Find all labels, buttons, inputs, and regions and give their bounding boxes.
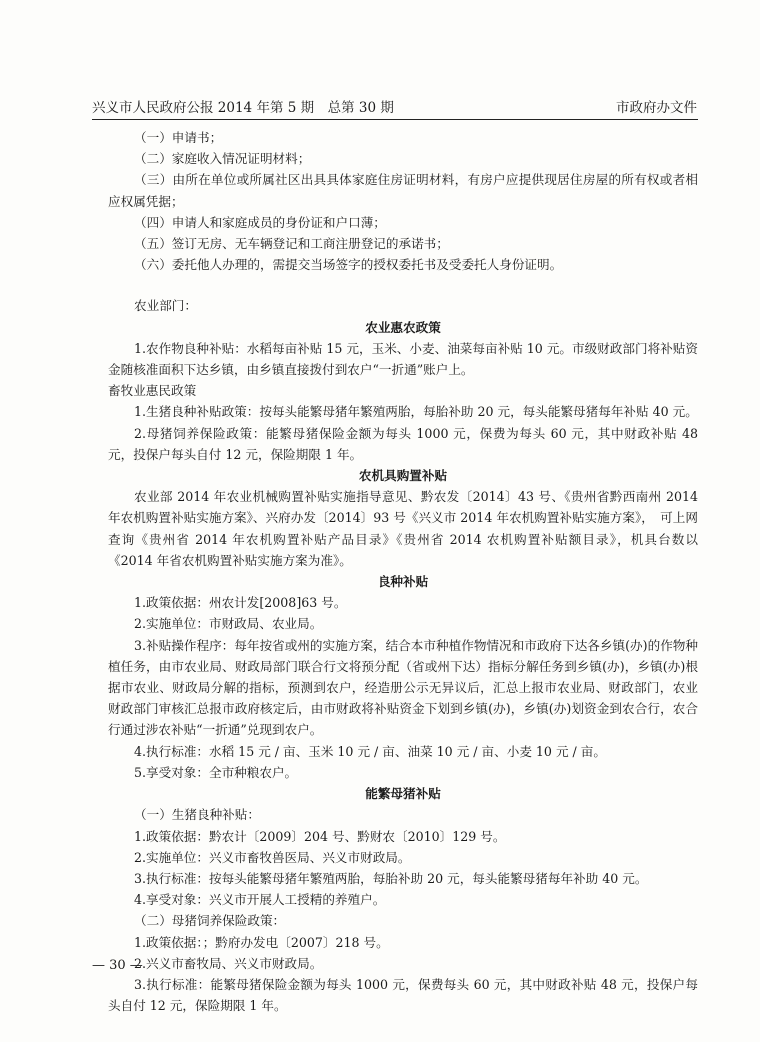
paragraph: 1.生猪良种补贴政策：按每头能繁母猪年繁殖两胎，每胎补助 20 元，每头能繁母猪每年补贴 40 元。 <box>134 404 698 420</box>
paragraph: 农业部 2014 年农业机械购置补贴实施指导意见、黔农发〔2014〕43 号、《贵州省黔西南州 2014 年农机购置补贴实施方案》、兴府办发〔2014〕93 号《兴义市 2014 年农机购置补贴实施方案》， 可上网查询《贵州省 2014 年农机购置补贴产品目录》《贵州省 2014 农机购置补贴额目录》，机具台数以《2014 年省农机购置补贴实施方案为准》。 <box>108 489 698 568</box>
paragraph: 1.农作物良种补贴：水稻每亩补贴 15 元，玉米、小麦、油菜每亩补贴 10 元。市级财政部门将补贴资金随核准面积下达乡镇，由乡镇直接拨付到农户“一折通”账户上。 <box>108 340 698 378</box>
paragraph: 4.执行标准：水稻 15 元 / 亩、玉米 10 元 / 亩、油菜 10 元 / 亩、小麦 10 元 / 亩。 <box>134 743 606 759</box>
paragraph: 3.执行标准：能繁母猪保险金额为每头 1000 元，保费每头 60 元，其中财政补贴 48 元，投保户每头自付 12 元，保险期限 1 年。 <box>108 976 698 1014</box>
paragraph: （二）家庭收入情况证明材料； <box>134 151 311 167</box>
paragraph: 1.政策依据：黔农计〔2009〕204 号、黔财农〔2010〕129 号。 <box>134 828 506 844</box>
paragraph: （一）生猪良种补贴： <box>134 807 260 823</box>
paragraph: 1.政策依据：；黔府办发电〔2007〕218 号。 <box>134 934 389 950</box>
paragraph: （三）由所在单位或所属社区出具具体家庭住房证明材料，有房户应提供现居住房屋的所有权或者相应权属凭据； <box>108 172 698 209</box>
section-heading: 良种补贴 <box>377 574 429 590</box>
paragraph: 2.实施单位：市财政局、农业局。 <box>134 616 323 632</box>
paragraph: 农业部门： <box>134 298 197 314</box>
running-header <box>92 96 697 120</box>
document-body <box>108 127 698 1016</box>
paragraph: 1.政策依据：州农计发[2008]63 号。 <box>134 595 347 611</box>
paragraph: （四）申请人和家庭成员的身份证和户口薄； <box>134 214 386 230</box>
paragraph: 3.补贴操作程序：每年按省或州的实施方案，结合本市种植作物情况和市政府下达各乡镇(办)的作物种植任务，由市农业局、财政局部门联合行文将预分配（省或州下达）指标分解任务到乡镇(办)，乡镇(办)根据市农业、财政局分解的指标，预测到农户，经造册公示无异议后，汇总上报市农业局、财政部门，农业财政部门审核汇总报市政府核定后，由市财政将补贴资金下划到乡镇(办)，乡镇(办)划资金到农合行，农合行通过涉农补贴“一折通”兑现到农户。 <box>108 637 698 738</box>
paragraph: （一）申请书； <box>134 130 223 145</box>
page-number: — 30 — <box>92 958 143 973</box>
paragraph: 畜牧业惠民政策 <box>108 383 197 399</box>
bulletin-issue-title: 兴义市人民政府公报 2014 年第 5 期 总第 30 期 <box>92 100 394 116</box>
paragraph: （六）委托他人办理的，需提交当场签字的授权委托书及受委托人身份证明。 <box>134 257 563 273</box>
header-rule <box>92 119 698 120</box>
section-label: 市政府办文件 <box>616 100 697 116</box>
section-heading: 农业惠农政策 <box>365 319 441 335</box>
section-heading: 农机具购置补贴 <box>358 468 448 484</box>
paragraph: 2.兴义市畜牧局、兴义市财政局。 <box>134 955 323 971</box>
paragraph: 2.母猪饲养保险政策：能繁母猪保险金额为每头 1000 元，保费为每头 60 元，其中财政补贴 48 元，投保户每头自付 12 元，保险期限 1 年。 <box>108 425 698 462</box>
paragraph: 4.享受对象：兴义市开展人工授精的养殖户。 <box>134 892 386 908</box>
paragraph: （五）签订无房、无车辆登记和工商注册登记的承诺书； <box>134 236 449 252</box>
section-heading: 能繁母猪补贴 <box>365 786 441 802</box>
paragraph: 5.享受对象：全市种粮农户。 <box>134 764 298 780</box>
paragraph: （二）母猪饲养保险政策： <box>134 913 286 929</box>
paragraph: 2.实施单位：兴义市畜牧兽医局、兴义市财政局。 <box>134 849 411 865</box>
paragraph: 3.执行标准：按每头能繁母猪年繁殖两胎，每胎补助 20 元，每头能繁母猪每年补助 40 元。 <box>134 870 648 886</box>
